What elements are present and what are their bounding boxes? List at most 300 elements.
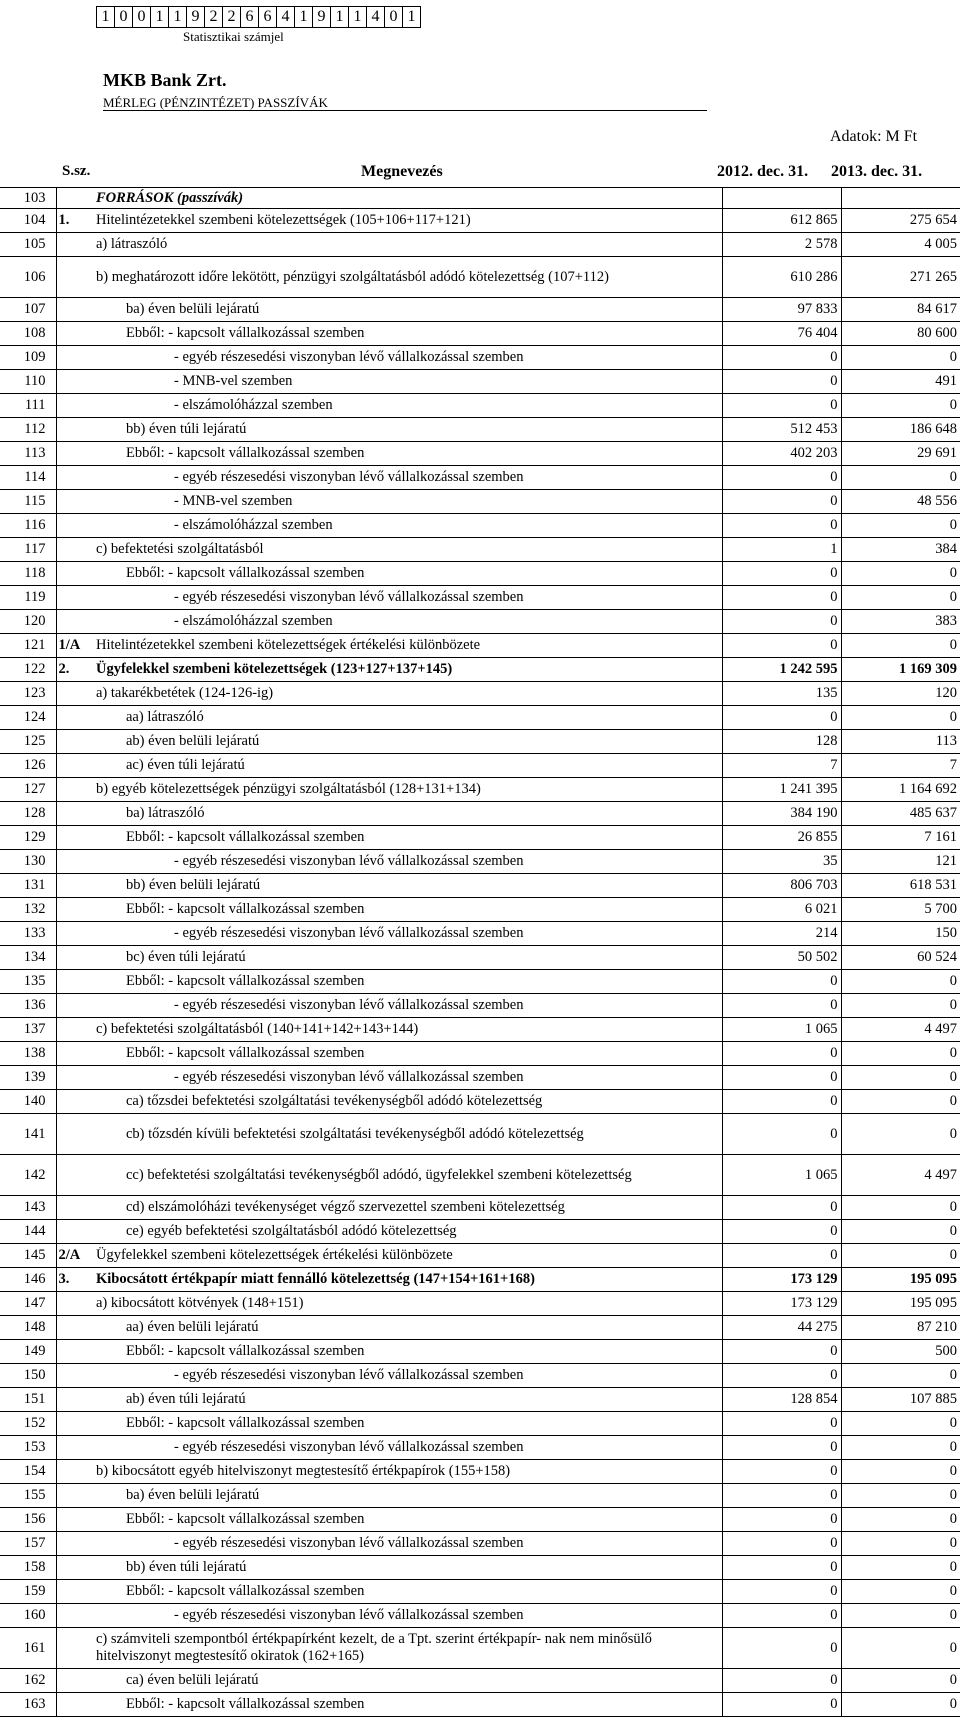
row-section-marker: [56, 1693, 96, 1717]
row-number: 117: [0, 538, 56, 562]
row-section-marker: [56, 994, 96, 1018]
row-label: Ebből: - kapcsolt vállalkozással szemben: [96, 562, 722, 586]
row-number: 159: [0, 1580, 56, 1604]
row-label: - egyéb részesedési viszonyban lévő vállalkozással szemben: [96, 1436, 722, 1460]
row-number: 152: [0, 1412, 56, 1436]
value-2012: 7: [722, 754, 841, 778]
value-2013: 0: [841, 1484, 960, 1508]
row-label: - elszámolóházzal szemben: [96, 394, 722, 418]
row-section-marker: [56, 257, 96, 298]
row-number: 161: [0, 1628, 56, 1669]
row-number: 104: [0, 209, 56, 233]
id-digit: 1: [407, 8, 416, 25]
value-2012: 0: [722, 610, 841, 634]
value-2012: 6 021: [722, 898, 841, 922]
row-label: - MNB-vel szemben: [96, 370, 722, 394]
value-2012: 0: [722, 466, 841, 490]
value-2013: 383: [841, 610, 960, 634]
row-label: Ebből: - kapcsolt vállalkozással szemben: [96, 898, 722, 922]
table-row: [0, 1628, 960, 1669]
row-number: 150: [0, 1364, 56, 1388]
value-2013: 0: [841, 514, 960, 538]
row-label: ac) éven túli lejáratú: [96, 754, 722, 778]
row-label: - egyéb részesedési viszonyban lévő vállalkozással szemben: [96, 466, 722, 490]
value-2013: 491: [841, 370, 960, 394]
report-subtitle: MÉRLEG (PÉNZINTÉZET) PASSZÍVÁK: [103, 95, 707, 111]
row-label: ce) egyéb befektetési szolgáltatásból adódó kötelezettség: [96, 1220, 722, 1244]
value-2012: 2 578: [722, 233, 841, 257]
row-label: - egyéb részesedési viszonyban lévő vállalkozással szemben: [96, 1364, 722, 1388]
value-2012: 612 865: [722, 209, 841, 233]
row-number: 126: [0, 754, 56, 778]
row-number: 145: [0, 1244, 56, 1268]
units-label: Adatok: M Ft: [830, 128, 918, 145]
value-2012: 0: [722, 634, 841, 658]
value-2012: 50 502: [722, 946, 841, 970]
row-number: 155: [0, 1484, 56, 1508]
table-row: [0, 1042, 960, 1066]
row-number: 116: [0, 514, 56, 538]
value-2012: 512 453: [722, 418, 841, 442]
row-number: 119: [0, 586, 56, 610]
row-label: c) befektetési szolgáltatásból (140+141+142+143+144): [96, 1018, 722, 1042]
row-section-marker: 1/A: [56, 634, 96, 658]
id-digit: 1: [295, 7, 313, 27]
table-row: [0, 1604, 960, 1628]
value-2013: 0: [841, 634, 960, 658]
id-digit: 4: [367, 7, 385, 27]
value-2013: 121: [841, 850, 960, 874]
id-digit: 2: [205, 7, 223, 27]
value-2012: 0: [722, 562, 841, 586]
row-label: - egyéb részesedési viszonyban lévő vállalkozással szemben: [96, 994, 722, 1018]
row-number: 118: [0, 562, 56, 586]
row-number: 110: [0, 370, 56, 394]
row-label: ab) éven túli lejáratú: [96, 1388, 722, 1412]
row-section-marker: [56, 1436, 96, 1460]
value-2012: 0: [722, 1114, 841, 1155]
row-section-marker: [56, 370, 96, 394]
table-row: [0, 1556, 960, 1580]
row-number: 147: [0, 1292, 56, 1316]
bank-name: MKB Bank Zrt.: [103, 70, 227, 90]
table-row: [0, 1155, 960, 1196]
column-header-name: Megnevezés: [361, 163, 443, 180]
value-2012: 0: [722, 1532, 841, 1556]
table-row: [0, 946, 960, 970]
row-label: c) befektetési szolgáltatásból: [96, 538, 722, 562]
row-section-marker: [56, 1220, 96, 1244]
value-2013: 150: [841, 922, 960, 946]
value-2012: 1 241 395: [722, 778, 841, 802]
row-number: 128: [0, 802, 56, 826]
row-label: ba) látraszóló: [96, 802, 722, 826]
row-label: bb) éven belüli lejáratú: [96, 874, 722, 898]
row-number: 114: [0, 466, 56, 490]
row-section-marker: [56, 562, 96, 586]
value-2012: 0: [722, 1556, 841, 1580]
row-section-marker: [56, 1532, 96, 1556]
row-number: 121: [0, 634, 56, 658]
value-2013: 1 164 692: [841, 778, 960, 802]
row-section-marker: [56, 850, 96, 874]
id-digit: 1: [97, 7, 115, 27]
id-digit: 6: [259, 7, 277, 27]
table-row: [0, 1364, 960, 1388]
row-section-marker: [56, 1508, 96, 1532]
row-number: 146: [0, 1268, 56, 1292]
table-row: [0, 1090, 960, 1114]
value-2013: 0: [841, 1220, 960, 1244]
value-2013: 0: [841, 1604, 960, 1628]
value-2013: 0: [841, 1244, 960, 1268]
row-section-marker: [56, 514, 96, 538]
table-row: [0, 233, 960, 257]
row-label: - egyéb részesedési viszonyban lévő vállalkozással szemben: [96, 1532, 722, 1556]
row-section-marker: [56, 706, 96, 730]
row-section-marker: [56, 1090, 96, 1114]
value-2012: 0: [722, 1340, 841, 1364]
row-section-marker: 2.: [56, 658, 96, 682]
table-row: [0, 1508, 960, 1532]
table-row: [0, 490, 960, 514]
row-label: Ebből: - kapcsolt vállalkozással szemben: [96, 1508, 722, 1532]
value-2012: 128: [722, 730, 841, 754]
table-row: [0, 538, 960, 562]
row-label: b) egyéb kötelezettségek pénzügyi szolgáltatásból (128+131+134): [96, 778, 722, 802]
value-2013: 4 005: [841, 233, 960, 257]
row-label: - egyéb részesedési viszonyban lévő vállalkozással szemben: [96, 586, 722, 610]
value-2012: 0: [722, 1042, 841, 1066]
row-section-marker: [56, 442, 96, 466]
value-2012: 0: [722, 490, 841, 514]
value-2012: 0: [722, 1196, 841, 1220]
row-section-marker: [56, 754, 96, 778]
row-number: 140: [0, 1090, 56, 1114]
value-2013: [841, 188, 960, 209]
row-section-marker: 2/A: [56, 1244, 96, 1268]
value-2012: 0: [722, 1508, 841, 1532]
table-row: [0, 610, 960, 634]
value-2012: 0: [722, 1580, 841, 1604]
value-2012: 384 190: [722, 802, 841, 826]
row-section-marker: [56, 1604, 96, 1628]
row-section-marker: [56, 946, 96, 970]
value-2013: 0: [841, 562, 960, 586]
row-number: 151: [0, 1388, 56, 1412]
row-number: 133: [0, 922, 56, 946]
value-2012: 0: [722, 1669, 841, 1693]
row-section-marker: [56, 610, 96, 634]
row-section-marker: [56, 418, 96, 442]
row-label: Ebből: - kapcsolt vállalkozással szemben: [96, 826, 722, 850]
row-number: 158: [0, 1556, 56, 1580]
value-2013: 0: [841, 1669, 960, 1693]
table-row: [0, 298, 960, 322]
value-2012: 0: [722, 1460, 841, 1484]
table-row: [0, 188, 960, 209]
value-2013: 186 648: [841, 418, 960, 442]
row-label: Hitelintézetekkel szembeni kötelezettségek (105+106+117+121): [96, 209, 722, 233]
row-label: c) számviteli szempontból értékpapírként kezelt, de a Tpt. szerint értékpapír- nak nem minősülő hitelviszonyt megtestesítő okiratok (162+165): [96, 1628, 722, 1669]
table-row: [0, 1484, 960, 1508]
id-digit: 9: [313, 7, 331, 27]
row-label: Ebből: - kapcsolt vállalkozással szemben: [96, 1580, 722, 1604]
row-section-marker: [56, 1556, 96, 1580]
row-number: 132: [0, 898, 56, 922]
table-row: [0, 1669, 960, 1693]
row-section-marker: [56, 298, 96, 322]
row-number: 106: [0, 257, 56, 298]
value-2013: 275 654: [841, 209, 960, 233]
row-number: 149: [0, 1340, 56, 1364]
row-number: 142: [0, 1155, 56, 1196]
row-label: - elszámolóházzal szemben: [96, 610, 722, 634]
row-number: 157: [0, 1532, 56, 1556]
row-section-marker: [56, 1155, 96, 1196]
id-digit: 1: [169, 7, 187, 27]
row-section-marker: [56, 1412, 96, 1436]
value-2012: 0: [722, 1412, 841, 1436]
row-label: Ügyfelekkel szembeni kötelezettségek (123+127+137+145): [96, 658, 722, 682]
row-label: a) kibocsátott kötvények (148+151): [96, 1292, 722, 1316]
row-section-marker: [56, 322, 96, 346]
value-2013: 0: [841, 394, 960, 418]
value-2013: 60 524: [841, 946, 960, 970]
value-2013: 384: [841, 538, 960, 562]
row-section-marker: [56, 826, 96, 850]
row-section-marker: [56, 346, 96, 370]
id-digit: 4: [277, 7, 295, 27]
row-number: 160: [0, 1604, 56, 1628]
value-2013: 0: [841, 586, 960, 610]
value-2013: 0: [841, 1364, 960, 1388]
table-row: [0, 802, 960, 826]
table-row: [0, 1412, 960, 1436]
value-2013: 0: [841, 346, 960, 370]
value-2012: 0: [722, 970, 841, 994]
table-row: [0, 514, 960, 538]
value-2012: 135: [722, 682, 841, 706]
value-2012: 128 854: [722, 1388, 841, 1412]
row-number: 113: [0, 442, 56, 466]
value-2012: 1 065: [722, 1155, 841, 1196]
table-row: [0, 1693, 960, 1717]
row-label: ba) éven belüli lejáratú: [96, 298, 722, 322]
value-2013: 0: [841, 1508, 960, 1532]
value-2012: 806 703: [722, 874, 841, 898]
row-section-marker: [56, 538, 96, 562]
value-2013: 271 265: [841, 257, 960, 298]
row-label: cb) tőzsdén kívüli befektetési szolgáltatási tevékenységből adódó kötelezettség: [96, 1114, 722, 1155]
table-row: [0, 1268, 960, 1292]
value-2012: 0: [722, 1066, 841, 1090]
value-2012: 0: [722, 1244, 841, 1268]
row-number: 107: [0, 298, 56, 322]
table-row: [0, 706, 960, 730]
row-number: 115: [0, 490, 56, 514]
id-digit: 9: [187, 7, 205, 27]
row-number: 108: [0, 322, 56, 346]
table-row: [0, 730, 960, 754]
row-label: cc) befektetési szolgáltatási tevékenységből adódó, ügyfelekkel szembeni kötelezettség: [96, 1155, 722, 1196]
table-row: [0, 826, 960, 850]
id-digit: 0: [133, 7, 151, 27]
row-number: 148: [0, 1316, 56, 1340]
value-2013: 4 497: [841, 1155, 960, 1196]
row-section-marker: [56, 1196, 96, 1220]
column-header-sz: S.sz.: [62, 163, 91, 179]
row-number: 144: [0, 1220, 56, 1244]
table-row: [0, 586, 960, 610]
row-section-marker: [56, 970, 96, 994]
id-digit: 0: [385, 7, 403, 27]
value-2013: 80 600: [841, 322, 960, 346]
row-section-marker: [56, 1364, 96, 1388]
value-2013: 0: [841, 1114, 960, 1155]
value-2012: 0: [722, 370, 841, 394]
row-section-marker: [56, 1388, 96, 1412]
value-2013: 0: [841, 706, 960, 730]
table-row: [0, 322, 960, 346]
value-2012: 1 242 595: [722, 658, 841, 682]
row-section-marker: [56, 586, 96, 610]
id-digit: 1: [151, 7, 169, 27]
row-number: 139: [0, 1066, 56, 1090]
value-2012: 26 855: [722, 826, 841, 850]
row-number: 131: [0, 874, 56, 898]
value-2013: 0: [841, 1628, 960, 1669]
row-number: 111: [0, 394, 56, 418]
value-2012: 0: [722, 394, 841, 418]
row-label: bb) éven túli lejáratú: [96, 1556, 722, 1580]
row-number: 156: [0, 1508, 56, 1532]
table-row: [0, 634, 960, 658]
table-row: [0, 1340, 960, 1364]
row-label: Ebből: - kapcsolt vállalkozással szemben: [96, 322, 722, 346]
row-number: 163: [0, 1693, 56, 1717]
table-row: [0, 1244, 960, 1268]
value-2012: 35: [722, 850, 841, 874]
row-section-marker: [56, 922, 96, 946]
value-2012: 0: [722, 1604, 841, 1628]
row-number: 153: [0, 1436, 56, 1460]
value-2013: 0: [841, 994, 960, 1018]
row-label: Ebből: - kapcsolt vállalkozással szemben: [96, 970, 722, 994]
row-section-marker: [56, 233, 96, 257]
value-2013: 0: [841, 1580, 960, 1604]
table-row: [0, 1220, 960, 1244]
row-label: Ebből: - kapcsolt vállalkozással szemben: [96, 1340, 722, 1364]
value-2013: 107 885: [841, 1388, 960, 1412]
value-2012: 0: [722, 586, 841, 610]
value-2012: 610 286: [722, 257, 841, 298]
row-number: 120: [0, 610, 56, 634]
row-number: 123: [0, 682, 56, 706]
row-section-marker: [56, 490, 96, 514]
row-label: - egyéb részesedési viszonyban lévő vállalkozással szemben: [96, 346, 722, 370]
value-2012: 0: [722, 514, 841, 538]
row-label: Kibocsátott értékpapír miatt fennálló kötelezettség (147+154+161+168): [96, 1268, 722, 1292]
row-label: aa) éven belüli lejáratú: [96, 1316, 722, 1340]
table-row: [0, 346, 960, 370]
id-digit: 1: [331, 7, 349, 27]
row-section-marker: [56, 1292, 96, 1316]
balance-sheet-body: [0, 188, 960, 1717]
value-2013: 0: [841, 1412, 960, 1436]
table-row: [0, 209, 960, 233]
row-label: b) kibocsátott egyéb hitelviszonyt megtestesítő értékpapírok (155+158): [96, 1460, 722, 1484]
row-section-marker: [56, 1042, 96, 1066]
value-2013: 618 531: [841, 874, 960, 898]
table-row: [0, 418, 960, 442]
value-2013: 0: [841, 1436, 960, 1460]
table-row: [0, 1292, 960, 1316]
row-number: 143: [0, 1196, 56, 1220]
row-label: FORRÁSOK (passzívák): [96, 188, 722, 209]
table-row: [0, 1436, 960, 1460]
table-row: [0, 442, 960, 466]
table-row: [0, 562, 960, 586]
value-2012: 214: [722, 922, 841, 946]
row-section-marker: 1.: [56, 209, 96, 233]
row-label: ca) tőzsdei befektetési szolgáltatási tevékenységből adódó kötelezettség: [96, 1090, 722, 1114]
row-section-marker: [56, 1316, 96, 1340]
row-number: 141: [0, 1114, 56, 1155]
value-2012: 173 129: [722, 1268, 841, 1292]
row-section-marker: [56, 394, 96, 418]
value-2012: [722, 188, 841, 209]
table-row: [0, 778, 960, 802]
table-row: [0, 1580, 960, 1604]
row-label: bc) éven túli lejáratú: [96, 946, 722, 970]
row-section-marker: [56, 1340, 96, 1364]
value-2013: 0: [841, 1042, 960, 1066]
row-section-marker: [56, 1580, 96, 1604]
value-2012: 0: [722, 994, 841, 1018]
value-2013: 84 617: [841, 298, 960, 322]
value-2012: 0: [722, 1693, 841, 1717]
value-2012: 0: [722, 1364, 841, 1388]
value-2013: 0: [841, 1066, 960, 1090]
value-2012: 0: [722, 1628, 841, 1669]
value-2013: 0: [841, 1693, 960, 1717]
id-digit: 2: [223, 7, 241, 27]
row-number: 138: [0, 1042, 56, 1066]
row-label: Hitelintézetekkel szembeni kötelezettségek értékelési különbözete: [96, 634, 722, 658]
table-row: [0, 1066, 960, 1090]
id-digit: 1: [349, 7, 367, 27]
table-row: [0, 850, 960, 874]
value-2013: 195 095: [841, 1268, 960, 1292]
row-number: 137: [0, 1018, 56, 1042]
row-number: 103: [0, 188, 56, 209]
table-row: [0, 922, 960, 946]
table-row: [0, 1388, 960, 1412]
table-row: [0, 754, 960, 778]
row-number: 124: [0, 706, 56, 730]
row-number: 134: [0, 946, 56, 970]
value-2013: 7: [841, 754, 960, 778]
table-row: [0, 898, 960, 922]
table-row: [0, 1532, 960, 1556]
column-header-2013: 2013. dec. 31.: [831, 163, 923, 180]
value-2013: 48 556: [841, 490, 960, 514]
row-number: 109: [0, 346, 56, 370]
value-2013: 29 691: [841, 442, 960, 466]
id-digit: 0: [115, 7, 133, 27]
row-number: 122: [0, 658, 56, 682]
